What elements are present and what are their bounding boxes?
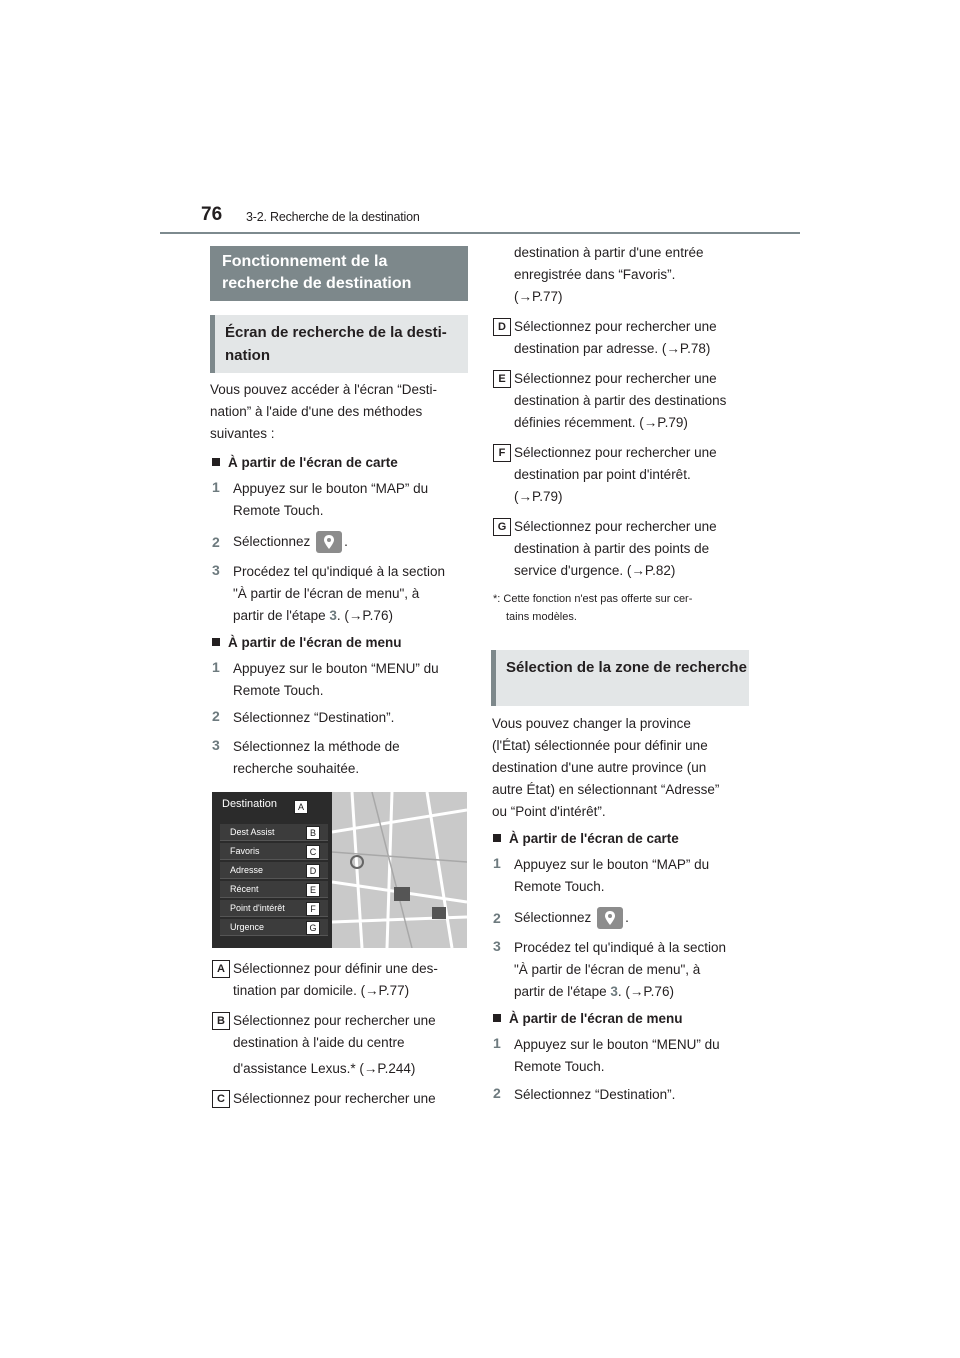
step-number: 3	[212, 737, 220, 753]
subtitle-search-screen: Écran de recherche de la desti-nation	[210, 315, 468, 373]
intro-text: Vous pouvez accéder à l'écran “Desti- nation” à l'aide d'une des méthodes suivantes :	[210, 382, 437, 441]
step-number: 2	[212, 534, 220, 550]
callout-text-c-continued: destination à partir d'une entrée enregistrée dans “Favoris”. (→P.77)	[514, 245, 704, 304]
menu-item-favoris[interactable]: Favoris	[220, 843, 328, 860]
label-e: E	[306, 883, 320, 897]
label-g: G	[306, 921, 320, 935]
callout-letter-b: B	[212, 1012, 230, 1030]
main-title: Fonctionnement de la recherche de destination	[210, 246, 468, 301]
step-number: 2	[212, 708, 220, 724]
step-number: 1	[212, 479, 220, 495]
subtitle-search-area: Sélection de la zone de recherche	[491, 650, 749, 706]
callout-text-c: Sélectionnez pour rechercher une	[233, 1091, 436, 1106]
label-a: A	[294, 800, 308, 814]
square-bullet-icon	[493, 834, 501, 842]
step-number: 3	[493, 938, 501, 954]
label-d: D	[306, 864, 320, 878]
heading-map-screen-right: À partir de l'écran de carte	[493, 831, 679, 846]
menu-item-poi[interactable]: Point d'intérêt	[220, 900, 328, 917]
label-b: B	[306, 826, 320, 840]
callout-letter-g: G	[493, 518, 511, 536]
step-text: Procédez tel qu'indiqué à la section "À partir de l'écran de menu", à partir de l'étape 3. (→P.76)	[233, 564, 445, 623]
poi-icon	[597, 907, 623, 929]
destination-screen-image	[212, 792, 467, 948]
header-rule	[160, 232, 800, 234]
step-text: Appuyez sur le bouton “MENU” du Remote Touch.	[233, 661, 439, 698]
label-c: C	[306, 845, 320, 859]
page-number: 76	[201, 204, 223, 225]
menu-item-adresse[interactable]: Adresse	[220, 862, 328, 879]
menu-item-urgence[interactable]: Urgence	[220, 919, 328, 936]
square-bullet-icon	[212, 638, 220, 646]
square-bullet-icon	[493, 1014, 501, 1022]
callout-text-e: Sélectionnez pour rechercher une destination à partir des destinations définies récemment. (→P.79)	[514, 371, 727, 430]
label-f: F	[306, 902, 320, 916]
step-text: Sélectionnez “Destination”.	[514, 1087, 676, 1102]
step-text: Procédez tel qu'indiqué à la section "À partir de l'écran de menu", à partir de l'étape 3. (→P.76)	[514, 940, 726, 999]
callout-letter-a: A	[212, 960, 230, 978]
map-area	[332, 792, 467, 948]
square-bullet-icon	[212, 458, 220, 466]
step-text: Sélectionnez .	[233, 531, 348, 553]
step-number: 1	[493, 1035, 501, 1051]
heading-map-screen: À partir de l'écran de carte	[212, 455, 398, 470]
footnote: *: Cette fonction n'est pas offerte sur cer- tains modèles.	[493, 593, 693, 623]
step-number: 2	[493, 910, 501, 926]
step-ref-number: 3	[329, 608, 337, 623]
step-number: 1	[493, 855, 501, 871]
step-text: Sélectionnez la méthode de recherche souhaitée.	[233, 739, 400, 776]
step-number: 2	[493, 1085, 501, 1101]
step-ref-number: 3	[610, 984, 618, 999]
callout-letter-d: D	[493, 318, 511, 336]
heading-menu-screen: À partir de l'écran de menu	[212, 635, 402, 650]
callout-letter-c: C	[212, 1090, 230, 1108]
heading-menu-screen-right: À partir de l'écran de menu	[493, 1011, 683, 1026]
poi-icon	[316, 531, 342, 553]
step-number: 1	[212, 659, 220, 675]
menu-item-recent[interactable]: Récent	[220, 881, 328, 898]
step-text: Sélectionnez .	[514, 907, 629, 929]
section-title: 3-2. Recherche de la destination	[246, 210, 420, 224]
step-text: Appuyez sur le bouton “MAP” du Remote Touch.	[514, 857, 710, 894]
menu-item-dest-assist[interactable]: Dest Assist	[220, 824, 328, 841]
callout-text-f: Sélectionnez pour rechercher une destination par point d'intérêt. (→P.79)	[514, 445, 717, 504]
step-number: 3	[212, 562, 220, 578]
callout-text-g: Sélectionnez pour rechercher une destination à partir des points de service d'urgence. (→P.82)	[514, 519, 717, 578]
callout-text-b: Sélectionnez pour rechercher une destination à l'aide du centre d'assistance Lexus.* (→P.244)	[233, 1013, 436, 1076]
area-intro-text: Vous pouvez changer la province (l'État) sélectionnée pour définir une destination d'une autre province (un autre État) en sélectionnant “Adresse” ou “Point d'intérêt”.	[492, 716, 720, 819]
step-text: Sélectionnez “Destination”.	[233, 710, 395, 725]
screen-title: Destination	[222, 798, 278, 810]
callout-letter-f: F	[493, 444, 511, 462]
step-text: Appuyez sur le bouton “MENU” du Remote Touch.	[514, 1037, 720, 1074]
callout-text-a: Sélectionnez pour définir une des- tination par domicile. (→P.77)	[233, 961, 438, 998]
callout-text-d: Sélectionnez pour rechercher une destination par adresse. (→P.78)	[514, 319, 717, 356]
step-text: Appuyez sur le bouton “MAP” du Remote Touch.	[233, 481, 429, 518]
callout-letter-e: E	[493, 370, 511, 388]
